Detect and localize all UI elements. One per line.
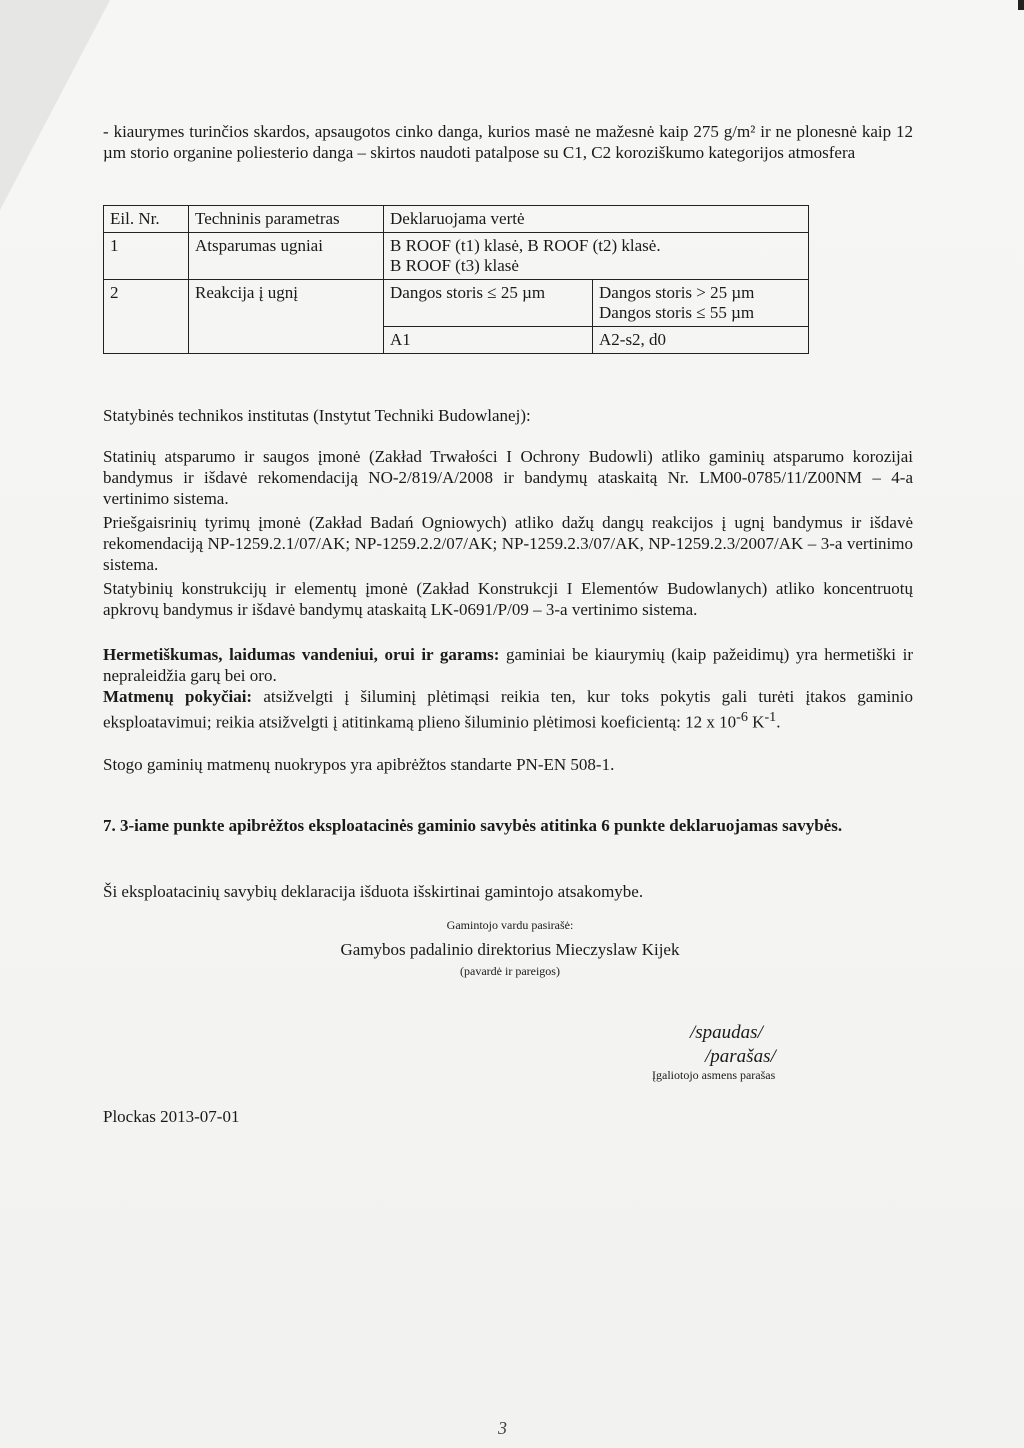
specification-table xyxy=(103,205,809,354)
row1-value xyxy=(384,233,809,280)
dimensions-text: atsižvelgti į šiluminį plėtimąsi reikia ten, kur toks pokytis gali turėti įtakos gaminio eksploatavimui; reikia atsižvelgti į atitinkamą plieno šiluminio plėtimosi koeficientą: 12 x 10 xyxy=(103,687,913,732)
section-7-heading xyxy=(103,815,913,836)
row2-parameter: Reakcija į ugnį xyxy=(189,280,384,354)
authorized-signature-label: Įgaliotojo asmens parašas xyxy=(652,1068,776,1082)
hermeticity-paragraph xyxy=(103,644,913,686)
header-cell-parameter: Techninis parametras xyxy=(189,206,384,233)
row2-value-b: A2-s2, d0 xyxy=(593,327,809,354)
header-cell-number: Eil. Nr. xyxy=(104,206,189,233)
dimensions-exponent-1: -6 xyxy=(736,709,748,725)
paragraph-loads: Statybinių konstrukcijų ir elementų įmonė (Zakład Konstrukcji I Elementów Budowlanych) atliko koncentruotų apkrovų bandymus ir išdavė bandymų ataskaitą LK-0691/P/09 – 3-a vertinimo sistema. xyxy=(103,579,913,619)
signed-for-label: Gamintojo vardu pasirašė: xyxy=(446,918,574,932)
header-cell-value: Deklaruojama vertė xyxy=(384,206,809,233)
signature-placeholder: /parašas/ xyxy=(705,1046,776,1067)
dimensions-end: . xyxy=(776,712,781,732)
page-number: 3 xyxy=(498,1418,507,1438)
row2-value-a: A1 xyxy=(384,327,593,354)
section-7-text: 7. 3-iame punkte apibrėžtos eksploatacinės gaminio savybės atitinka 6 punkte deklaruojamas savybės. xyxy=(103,816,843,835)
scan-corner-mark xyxy=(1018,0,1024,10)
hermeticity-text: gaminiai be kiaurymių (kaip pažeidimų) yra hermetiški ir nepraleidžia garų bei oro. xyxy=(103,645,913,685)
row2-col-b xyxy=(593,280,809,327)
hermeticity-label: Hermetiškumas, laidumas vandeniui, orui ir garams: xyxy=(103,645,500,664)
row2-number: 2 xyxy=(104,280,189,354)
row1-number: 1 xyxy=(104,233,189,280)
standard-paragraph: Stogo gaminių matmenų nuokrypos yra apibrėžtos standarte PN-EN 508-1. xyxy=(103,755,615,774)
declaration-paragraph: Ši eksploatacinių savybių deklaracija išduota išskirtinai gamintojo atsakomybe. xyxy=(103,882,644,901)
table-row xyxy=(104,233,809,280)
paragraph-corrosion: Statinių atsparumo ir saugos įmonė (Zakład Trwałości I Ochrony Budowli) atliko gaminių atsparumo korozijai bandymus ir išdavė rekomendaciją NO-2/819/A/2008 ir bandymų ataskaitą Nr. LM00-0785/11/Z00NM – 4-a vertinimo sistema. xyxy=(103,447,913,508)
table-header-row xyxy=(104,206,809,233)
row2-col-a: Dangos storis ≤ 25 µm xyxy=(384,280,593,327)
signer-name: Gamybos padalinio direktorius Mieczyslaw Kijek xyxy=(340,940,680,959)
page-fold-shadow xyxy=(0,0,110,210)
institute-heading: Statybinės technikos institutas (Instytut Techniki Budowlanej): xyxy=(103,406,531,425)
dimensions-label: Matmenų pokyčiai: xyxy=(103,687,253,706)
table-row xyxy=(104,280,809,327)
row1-parameter: Atsparumas ugniai xyxy=(189,233,384,280)
row2-col-b-line2: Dangos storis ≤ 55 µm xyxy=(599,303,755,322)
paragraph-fire: Priešgaisrinių tyrimų įmonė (Zakład Badań Ogniowych) atliko dažų dangų reakcijos į ugnį bandymus ir išdavė rekomendaciją NP-1259.2.1/07/AK; NP-1259.2.2/07/AK; NP-1259.2.3/07/AK, NP-1259.2.3/2007/AK – 3-a vertinimo sistema. xyxy=(103,513,913,574)
dimensions-exponent-2: -1 xyxy=(764,709,777,725)
place-date: Plockas 2013-07-01 xyxy=(103,1107,240,1126)
stamp-placeholder: /spaudas/ xyxy=(690,1022,763,1043)
intro-paragraph: - kiaurymes turinčios skardos, apsaugotos cinko danga, kurios masė ne mažesnė kaip 275 g/m² ir ne plonesnė kaip 12 µm storio organine poliesterio danga – skirtos naudoti patalpose su C1, C2 koroziškumo kategorijos atmosfera xyxy=(103,122,913,162)
row2-col-b-line1: Dangos storis > 25 µm xyxy=(599,283,755,302)
row1-value-line1: B ROOF (t1) klasė, B ROOF (t2) klasė. xyxy=(390,236,661,255)
row1-value-line2: B ROOF (t3) klasė xyxy=(390,256,519,275)
dimensions-paragraph xyxy=(103,686,913,733)
dimensions-unit: K xyxy=(747,712,765,732)
signer-caption: (pavardė ir pareigos) xyxy=(460,964,560,978)
